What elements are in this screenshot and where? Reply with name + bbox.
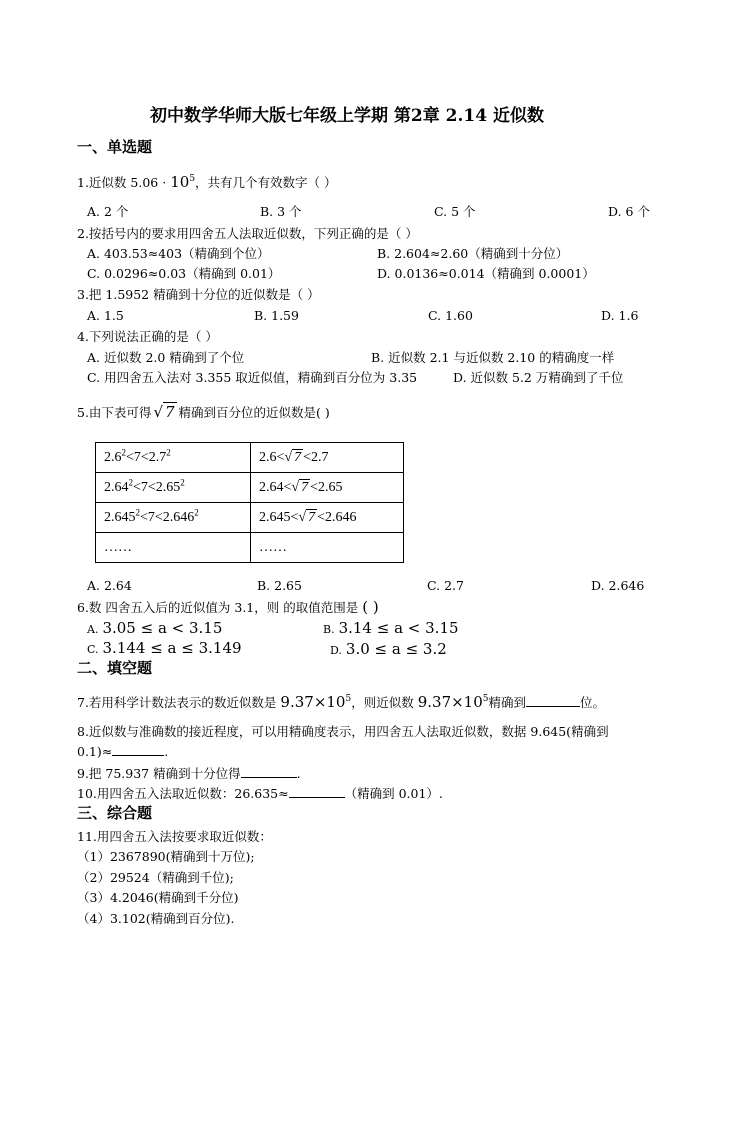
q8-end: .: [164, 744, 169, 759]
q1-option-a[interactable]: A. 2 个: [87, 204, 129, 219]
table-cell-right: ……: [251, 533, 404, 563]
section-heading-single-choice: 一、单选题: [77, 138, 153, 156]
document-title: 初中数学华师大版七年级上学期 第2章 2.14 近似数: [150, 106, 544, 126]
q3-option-b[interactable]: B. 1.59: [254, 308, 299, 323]
q1-option-d[interactable]: D. 6 个: [608, 204, 650, 219]
q3-option-d[interactable]: D. 1.6: [601, 308, 639, 323]
question-3-stem: 3.把 1.5952 精确到十分位的近似数是（ ）: [77, 287, 320, 302]
q5-option-d[interactable]: D. 2.646: [591, 578, 645, 593]
q7-precision-label: 精确到: [488, 695, 527, 710]
q11-item-2: （2）29524（精确到千位);: [77, 870, 234, 885]
q4-option-c[interactable]: C. 用四舍五入法对 3.355 取近似值，精确到百分位为 3.35: [87, 370, 418, 385]
question-11-stem: 11.用四舍五入法按要求取近似数：: [77, 829, 272, 844]
question-1-stem: [77, 174, 337, 191]
q1-option-c[interactable]: C. 5 个: [434, 204, 476, 219]
q6-option-b[interactable]: [323, 620, 459, 638]
q8-answer-blank[interactable]: [112, 755, 164, 756]
q3-option-a[interactable]: A. 1.5: [87, 308, 124, 323]
q5-suffix: 精确到百分位的近似数是( ): [178, 405, 330, 420]
q2-option-b[interactable]: B. 2.604≈2.60（精确到十分位）: [377, 246, 569, 261]
q3-option-c[interactable]: C. 1.60: [428, 308, 473, 323]
q7-number-2-exp: 5: [482, 694, 489, 704]
q10-prefix: 10.用四舍五入法取近似数：26.635≈: [77, 786, 289, 801]
q7-number-2: [418, 693, 489, 711]
question-8-line-2: [77, 744, 168, 760]
q6-option-c-math: 3.144 ≤ a ≤ 3.149: [102, 639, 242, 657]
q1-option-b[interactable]: B. 3 个: [260, 204, 302, 219]
table-cell-right: 2.6<√ 7 <2.7: [251, 443, 404, 473]
section-heading-fill-in: 二、填空题: [77, 659, 153, 677]
q1-dot: ·: [162, 175, 167, 190]
q4-option-a[interactable]: A. 近似数 2.0 精确到了个位: [87, 350, 245, 365]
q9-end: .: [296, 766, 301, 781]
q7-answer-blank[interactable]: [526, 706, 580, 707]
q6-option-c-label: C.: [87, 643, 99, 656]
q5-option-b[interactable]: B. 2.65: [257, 578, 302, 593]
q6-option-a-label: A.: [87, 623, 99, 636]
table-cell-left: $2.64^2<7<2.65^2$: [96, 473, 251, 503]
q8-prefix: 0.1)≈: [77, 744, 113, 759]
q6-option-d[interactable]: [330, 641, 447, 659]
q5-option-a[interactable]: A. 2.64: [87, 578, 132, 593]
q6-option-d-math: 3.0 ≤ a ≤ 3.2: [345, 640, 447, 658]
section-heading-comprehensive: 三、综合题: [77, 804, 153, 822]
q7-prefix: 7.若用科学计数法表示的数近似数是: [77, 695, 277, 710]
q1-suffix: ，共有几个有效数字（ ）: [195, 175, 337, 190]
q11-item-3: （3）4.2046(精确到千分位): [77, 890, 239, 905]
question-10-stem: [77, 786, 443, 802]
q5-option-c[interactable]: C. 2.7: [427, 578, 464, 593]
q6-option-c[interactable]: [87, 640, 242, 658]
question-2-stem: 2.按括号内的要求用四舍五人法取近似数，下列正确的是（ ）: [77, 226, 418, 241]
question-4-stem: 4.下列说法正确的是（ ）: [77, 329, 218, 344]
q6-option-b-math: 3.14 ≤ a < 3.15: [338, 619, 459, 637]
q2-option-a[interactable]: A. 403.53≈403（精确到个位）: [87, 246, 270, 261]
q6-option-a-math: 3.05 ≤ a < 3.15: [102, 619, 223, 637]
q5-radicand: 7: [165, 403, 175, 421]
q5-sqrt-seven: √ 7: [153, 403, 175, 421]
question-6-stem: [77, 599, 379, 616]
q1-power-base: 10: [170, 173, 190, 191]
q7-middle: ，则近似数: [351, 695, 414, 710]
table-cell-left: ……: [96, 533, 251, 563]
q4-option-d[interactable]: D. 近似数 5.2 万精确到了千位: [453, 370, 624, 385]
q1-power: [170, 173, 195, 191]
q11-item-4: （4）3.102(精确到百分位).: [77, 911, 235, 926]
q7-number-base: 9.37×10: [280, 693, 346, 711]
q1-power-exp: 5: [189, 174, 196, 184]
q6-option-b-label: B.: [323, 623, 335, 636]
table-cell-left: $2.645^2<7<2.646^2$: [96, 503, 251, 533]
q6-option-d-label: D.: [330, 644, 342, 657]
q1-prefix: 1.近似数 5.06: [77, 175, 159, 190]
q2-option-d[interactable]: D. 0.0136≈0.014（精确到 0.0001）: [377, 266, 595, 281]
q2-option-c[interactable]: C. 0.0296≈0.03（精确到 0.01）: [87, 266, 281, 281]
table-cell-right: 2.64<√ 7 <2.65: [251, 473, 404, 503]
question-5-stem: [77, 404, 330, 421]
q7-number-2-base: 9.37×10: [417, 693, 483, 711]
q5-prefix: 5.由下表可得: [77, 405, 152, 420]
q11-item-1: （1）2367890(精确到十万位);: [77, 849, 255, 864]
table-row: [96, 473, 404, 503]
q6-option-a[interactable]: [87, 620, 222, 638]
q6-answer-paren: ( ): [362, 598, 379, 616]
table-row: [96, 503, 404, 533]
question-7-stem: [77, 694, 605, 711]
table-cell-right: 2.645<√ 7 <2.646: [251, 503, 404, 533]
q9-answer-blank[interactable]: [241, 777, 297, 778]
sqrt-estimate-table: [95, 442, 404, 563]
table-row: [96, 533, 404, 563]
q9-prefix: 9.把 75.937 精确到十分位得: [77, 766, 241, 781]
q7-number: [280, 693, 351, 711]
q7-suffix: 位。: [580, 695, 606, 710]
q10-suffix: （精确到 0.01）.: [344, 786, 443, 801]
question-8-line-1: 8.近似数与准确数的接近程度，可以用精确度表示，用四舍五人法取近似数，数据 9.645(精确到: [77, 724, 609, 739]
table-row: [96, 443, 404, 473]
q10-answer-blank[interactable]: [289, 797, 345, 798]
q7-number-exp: 5: [345, 694, 352, 704]
q6-stem-text: 6.数 四舍五入后的近似值为 3.1，则 的取值范围是: [77, 600, 359, 615]
question-9-stem: [77, 766, 301, 782]
q4-option-b[interactable]: B. 近似数 2.1 与近似数 2.10 的精确度一样: [371, 350, 615, 365]
table-cell-left: $2.6^2<7<2.7^2$: [96, 443, 251, 473]
